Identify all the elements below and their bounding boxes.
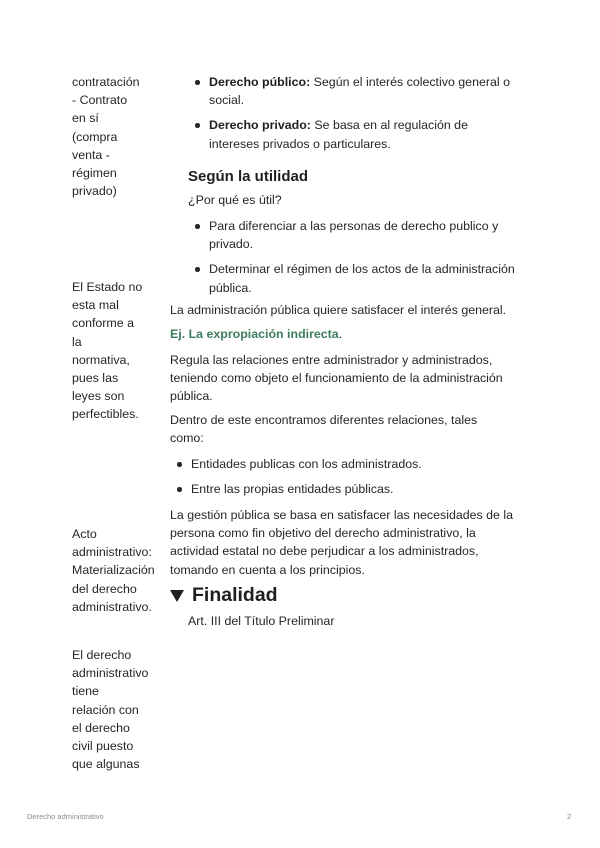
list-item bbox=[209, 217, 549, 253]
margin-line: contratación bbox=[72, 75, 140, 89]
margin-line: leyes son bbox=[72, 389, 125, 404]
margin-line: administrativo: bbox=[72, 545, 152, 560]
list-item bbox=[209, 116, 549, 152]
item-text: privado. bbox=[209, 237, 254, 252]
margin-line: conforme a bbox=[72, 316, 134, 331]
list-item: Entre las propias entidades públicas. bbox=[191, 480, 541, 498]
margin-line: el derecho bbox=[72, 720, 130, 735]
text-line: Dentro de este encontramos diferentes relaciones, tales bbox=[170, 413, 478, 427]
example-text: Ej. La expropiación indirecta bbox=[170, 327, 339, 341]
item-text: Para diferenciar a las personas de derecho publico y bbox=[209, 219, 499, 233]
para-gestion bbox=[170, 506, 542, 579]
margin-line: régimen bbox=[72, 166, 117, 181]
question: ¿Por qué es útil? bbox=[188, 193, 282, 207]
margin-line: normativa, bbox=[72, 352, 130, 367]
margin-line: venta - bbox=[72, 147, 110, 162]
interes-list bbox=[209, 73, 549, 153]
text-line: La gestión pública se basa en satisfacer las necesidades de la bbox=[170, 508, 514, 522]
item-text: pública. bbox=[209, 280, 252, 295]
margin-line: - Contrato bbox=[72, 93, 128, 108]
margin-line: del derecho bbox=[72, 581, 137, 596]
text-line: teniendo como objeto el funcionamiento de la administración bbox=[170, 371, 503, 386]
margin-line: privado) bbox=[72, 184, 117, 199]
text-line: Regula las relaciones entre administrador y administrados, bbox=[170, 353, 493, 367]
list-item bbox=[209, 260, 549, 296]
para-satisfacer: La administración pública quiere satisfacer el interés general. bbox=[170, 303, 507, 317]
footer-page-number: 2 bbox=[567, 812, 572, 821]
example-dot: . bbox=[338, 327, 343, 341]
margin-note-estado bbox=[72, 278, 164, 424]
margin-line: tiene bbox=[72, 684, 99, 699]
para-regula bbox=[170, 351, 542, 406]
margin-line: civil puesto bbox=[72, 739, 134, 754]
margin-line: relación con bbox=[72, 702, 139, 717]
item-text: Determinar el régimen de los actos de la administración bbox=[209, 262, 515, 277]
text-line: como: bbox=[170, 431, 204, 446]
margin-line: esta mal bbox=[72, 298, 119, 313]
margin-line: (compra bbox=[72, 129, 118, 144]
item-text: Según el interés colectivo general o bbox=[310, 75, 510, 89]
item-text: Se basa en al regulación de bbox=[310, 118, 468, 133]
toggle-heading-finalidad[interactable] bbox=[170, 584, 278, 607]
example-line bbox=[170, 327, 342, 341]
heading-finalidad: Finalidad bbox=[192, 584, 278, 606]
text-line: tomando en cuenta a los principios. bbox=[170, 562, 365, 577]
margin-line: El Estado no bbox=[72, 280, 143, 294]
utilidad-list bbox=[209, 217, 549, 297]
margin-line: Acto bbox=[72, 527, 97, 541]
term: Derecho privado: bbox=[209, 118, 311, 133]
margin-line: la bbox=[72, 334, 82, 349]
margin-line: perfectibles. bbox=[72, 407, 139, 422]
margin-line: que algunas bbox=[72, 757, 140, 772]
text-line: persona como fin objetivo del derecho administrativo, la bbox=[170, 526, 476, 541]
margin-line: El derecho bbox=[72, 648, 132, 662]
para-dentro bbox=[170, 411, 542, 447]
footer-title: Derecho administrativo bbox=[27, 812, 104, 821]
margin-line: pues las bbox=[72, 371, 119, 386]
text-line: actividad estatal no debe perjudicar a los administrados, bbox=[170, 544, 479, 559]
margin-line: en sí bbox=[72, 111, 99, 126]
relaciones-list bbox=[191, 455, 541, 498]
margin-line: Materialización bbox=[72, 563, 155, 578]
margin-note-contratacion bbox=[72, 73, 164, 200]
term: Derecho público: bbox=[209, 75, 311, 89]
list-item: Entidades publicas con los administrados. bbox=[191, 455, 541, 473]
list-item bbox=[209, 73, 549, 109]
finalidad-text: Art. III del Título Preliminar bbox=[188, 614, 335, 628]
toggle-triangle-icon[interactable] bbox=[170, 590, 184, 602]
item-text: social. bbox=[209, 93, 245, 108]
text-line: pública. bbox=[170, 389, 213, 404]
margin-note-derecho-civil bbox=[72, 646, 164, 773]
item-text: intereses privados o particulares. bbox=[209, 136, 391, 151]
margin-note-acto bbox=[72, 525, 164, 616]
heading-utilidad: Según la utilidad bbox=[188, 168, 309, 185]
margin-line: administrativo bbox=[72, 666, 149, 681]
margin-line: administrativo. bbox=[72, 599, 152, 614]
